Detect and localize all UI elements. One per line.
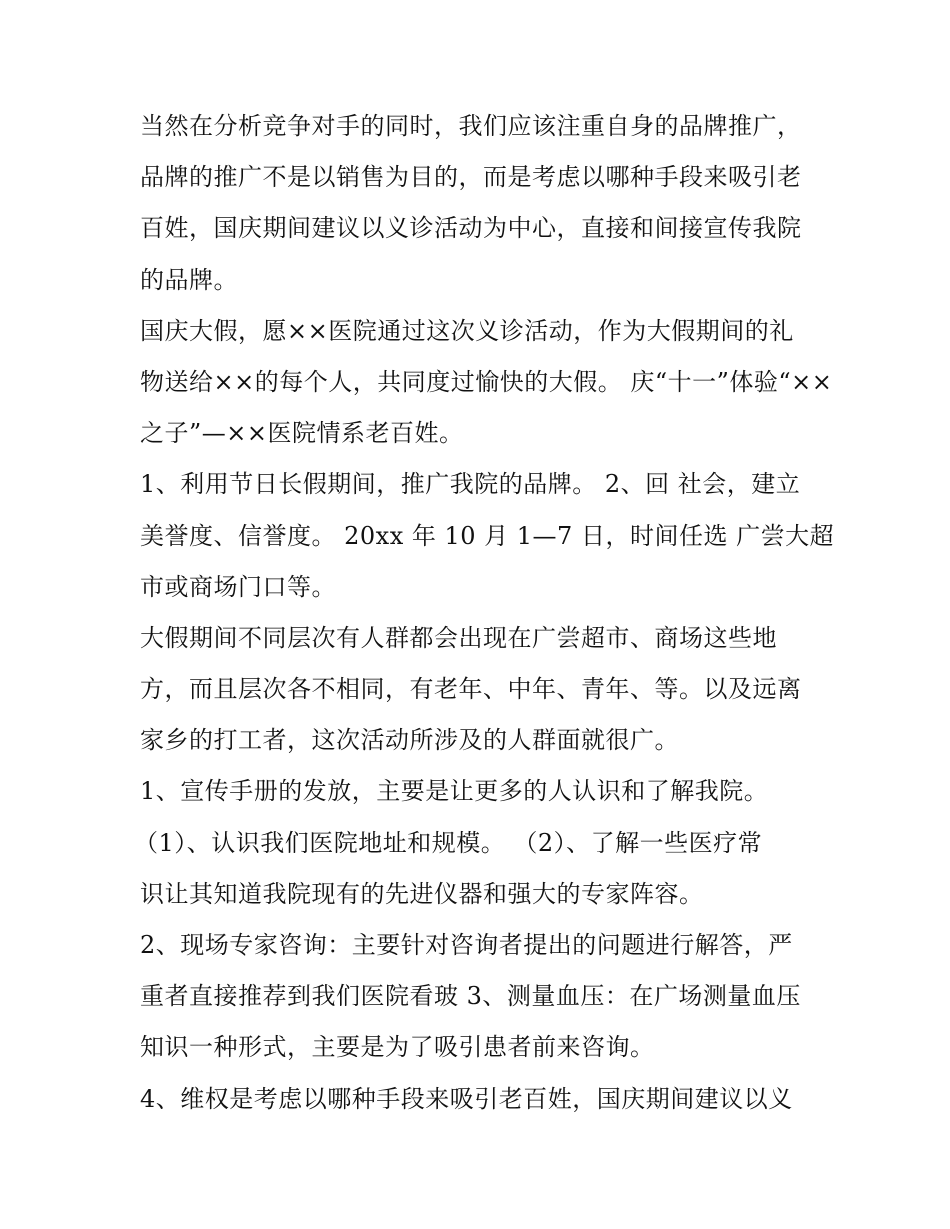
document-body [134, 101, 835, 1125]
text-line: 重者直接推荐到我们医院看玻 3、测量血压：在广场测量血压 [140, 982, 801, 1011]
text-line: 知识一种形式，主要是为了吸引患者前来咨询。 [140, 1033, 655, 1062]
text-line: 的品牌。 [140, 265, 238, 294]
text-line: 4、维权是考虑以哪种手段来吸引老百姓，国庆期间建议以义 [140, 1084, 793, 1113]
text-line: 百姓，国庆期间建议以义诊活动为中心，直接和间接宣传我院 [140, 214, 802, 243]
text-line: 当然在分析竞争对手的同时，我们应该注重自身的品牌推广， [140, 112, 802, 140]
text-line: 1、宣传手册的发放，主要是让更多的人认识和了解我院。 [140, 777, 769, 806]
text-line: 物送给××的每个人，共同度过愉快的大假。 庆“十一”体验“×× [140, 367, 833, 396]
text-line: 美誉度、信誉度。 20xx 年 10 月 1—7 日，时间任选 广尝大超 [140, 521, 835, 550]
text-line: 2、现场专家咨询：主要针对咨询者提出的问题进行解答，严 [140, 931, 793, 959]
text-line: 国庆大假，愿××医院通过这次义诊活动，作为大假期间的礼 [140, 316, 794, 345]
text-line: 1、利用节日长假期间，推广我院的品牌。 2、回 社会，建立 [140, 470, 801, 499]
text-line: 家乡的打工者，这次活动所涉及的人群面就很广。 [140, 726, 679, 755]
text-line: 品牌的推广不是以销售为目的，而是考虑以哪种手段来吸引老 [140, 163, 802, 192]
text-line: 识让其知道我院现有的先进仪器和强大的专家阵容。 [140, 879, 704, 908]
text-line: 大假期间不同层次有人群都会出现在广尝超市、商场这些地 [140, 623, 777, 652]
text-line: （1）、认识我们医院地址和规模。 （2）、了解一些医疗常 [134, 828, 763, 857]
text-line: 市或商场门口等。 [140, 572, 336, 601]
text-line: 方，而且层次各不相同，有老年、中年、青年、等。以及远离 [140, 675, 802, 704]
text-line: 之子”—××医院情系老百姓。 [140, 419, 464, 448]
